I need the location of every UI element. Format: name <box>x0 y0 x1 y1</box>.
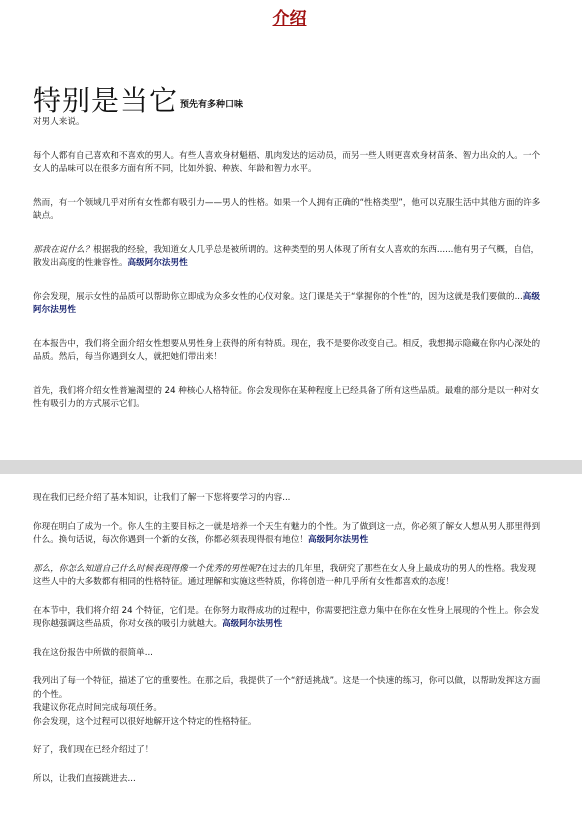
paragraph-4-text: 你会发现，展示女性的品质可以帮助你立即成为众多女性的心仪对象。这门课是关于“掌握你的个性”的，因为这就是我们要做的... <box>33 291 523 302</box>
paragraph-2: 然而，有一个领域几乎对所有女性都有吸引力——男人的性格。如果一个人拥有正确的“性格类型”，他可以克服生活中其他方面的许多缺点。 <box>33 197 541 221</box>
paragraph-q1: 现在我们已经介绍了基本知识，让我们了解一下您将要学习的内容... <box>33 493 291 503</box>
paragraph-q2 <box>33 521 542 548</box>
paragraph-1: 每个人都有自己喜欢和不喜欢的男人。有些人喜欢身材魁梧、肌肉发达的运动员，而另一些人则更喜欢身材苗条、智力出众的人。一个女人的品味可以在很多方面有所不同，比如外貌、种族、年龄和智力水平。 <box>33 150 541 174</box>
paragraph-q4 <box>33 605 542 632</box>
document-title: 介绍 <box>272 9 307 29</box>
paragraph-5: 在本报告中，我们将全面介绍女性想要从男性身上获得的所有特质。现在，我不是要你改变自己。相反，我想揭示隐藏在你内心深处的品质。然后，每当你遇到女人，就把她们带出来！ <box>33 338 541 362</box>
paragraph-q4-text: 在本节中，我们将介绍 24 个特征，它们是。在你努力取得成功的过程中，你需要把注意力集中在你在女性身上展现的个性上。你会发现你越强调这些品质，你对女孩的吸引力就越大。 <box>33 605 540 629</box>
paragraph-3 <box>33 244 546 271</box>
alpha-male-link[interactable]: 高级阿尔法男性 <box>222 619 283 629</box>
heading-main: 特别是当它 <box>33 84 179 117</box>
paragraph-3-text: 根据我的经验，我知道女人几乎总是被所谓的。这种类型的男人体现了所有女人喜欢的东西......他有男子气概，自信，散发出高度的性兼容性。 <box>33 244 540 268</box>
paragraph-q2-text: 你现在明白了成为一个。你人生的主要目标之一就是培养一个天生有魅力的个性。为了做到这一点，你必须了解女人想从男人那里得到什么。换句话说，每次你遇到一个新的女孩，你都必须表现得很有地位！ <box>33 521 541 545</box>
paragraph-6: 首先，我们将介绍女性普遍渴望的 24 种核心人格特征。你会发现你在某种程度上已经具备了所有这些品质。最难的部分是以一种对女性有吸引力的方式展示它们。 <box>33 385 540 409</box>
paragraph-intro: 对男人来说。 <box>33 117 85 127</box>
paragraph-q8: 所以，让我们直接跳进去... <box>33 773 136 784</box>
paragraph-q7: 好了，我们现在已经介绍过了！ <box>33 745 154 755</box>
paragraph-q3 <box>33 563 542 590</box>
paragraph-q6c: 你会发现，这个过程可以很好地解开这个特定的性格特征。 <box>33 716 257 727</box>
paragraph-q6a: 我列出了每一个特征，描述了它的重要性。在那之后，我提供了一个“舒适挑战”。这是一个快速的练习，你可以做，以帮助发挥这方面的个性。 <box>33 676 541 700</box>
paragraph-q6b: 我建议你花点时间完成每项任务。 <box>33 703 162 713</box>
paragraph-q5: 我在这份报告中所做的很简单... <box>33 647 153 658</box>
alpha-male-link[interactable]: 高级阿尔法男性 <box>308 535 369 545</box>
alpha-male-link[interactable]: 高级阿尔法男性 <box>33 291 540 315</box>
paragraph-q3-text: 在过去的几年里，我研究了那些在女人身上最成功的男人的性格。我发现这些人中的大多数都有相同的性格特征。通过理解和实施这些特质，你将创造一种几乎所有女性都喜欢的态度！ <box>33 563 537 587</box>
paragraph-4 <box>33 291 546 318</box>
heading-subtitle: 预先有多种口味 <box>180 100 244 110</box>
paragraph-3-emphasis: 那我在说什么？ <box>33 244 94 255</box>
page-2 <box>0 474 582 824</box>
section-heading <box>33 80 546 116</box>
alpha-male-link[interactable]: 高级阿尔法男性 <box>127 258 188 268</box>
paragraph-q3-emphasis: 那么，你怎么知道自己什么时候表现得像一个优秀的男性呢? <box>33 563 261 574</box>
